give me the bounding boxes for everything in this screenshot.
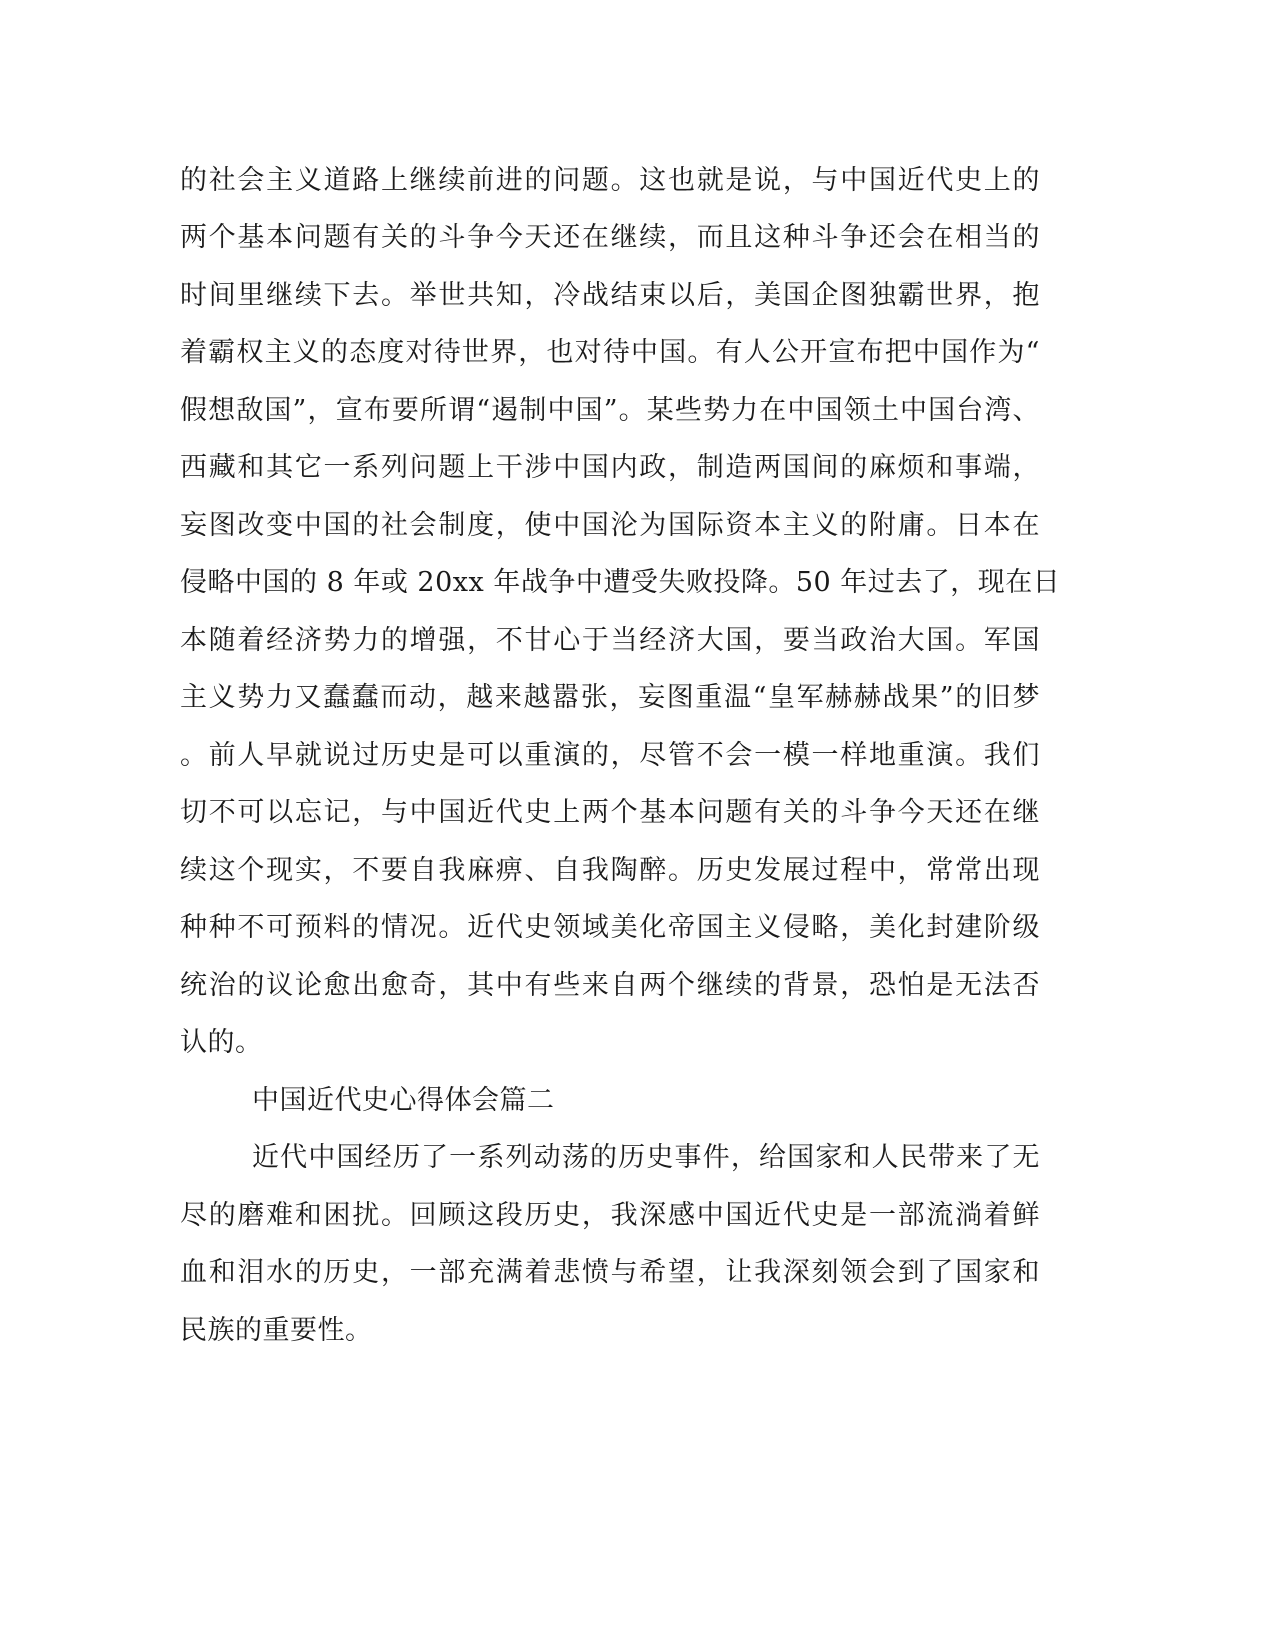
- paragraph-line: 统治的议论愈出愈奇，其中有些来自两个继续的背景，恐怕是无法否: [180, 970, 1040, 1001]
- paragraph-line: 时间里继续下去。举世共知，冷战结束以后，美国企图独霸世界，抱: [180, 280, 1040, 311]
- paragraph-line: 认的。: [180, 1027, 263, 1058]
- paragraph-line: 着霸权主义的态度对待世界，也对待中国。有人公开宣布把中国作为“: [180, 337, 1040, 368]
- paragraph-line: 本随着经济势力的增强，不甘心于当经济大国，要当政治大国。军国: [180, 625, 1040, 656]
- paragraph-line: 血和泪水的历史，一部充满着悲愤与希望，让我深刻领会到了国家和: [180, 1257, 1040, 1288]
- paragraph-line: 尽的磨难和困扰。回顾这段历史，我深感中国近代史是一部流淌着鲜: [180, 1200, 1040, 1231]
- paragraph-line: 近代中国经历了一系列动荡的历史事件，给国家和人民带来了无: [252, 1142, 1040, 1173]
- paragraph-line: 民族的重要性。: [180, 1315, 373, 1346]
- paragraph-line: 种种不可预料的情况。近代史领域美化帝国主义侵略，美化封建阶级: [180, 912, 1040, 943]
- paragraph-line: 假想敌国”，宣布要所谓“遏制中国”。某些势力在中国领土中国台湾、: [180, 395, 1040, 426]
- paragraph-line: 两个基本问题有关的斗争今天还在继续，而且这种斗争还会在相当的: [180, 222, 1040, 253]
- paragraph-line: 续这个现实，不要自我麻痹、自我陶醉。历史发展过程中，常常出现: [180, 855, 1040, 886]
- paragraph-line: 的社会主义道路上继续前进的问题。这也就是说，与中国近代史上的: [180, 165, 1040, 196]
- paragraph-line: 西藏和其它一系列问题上干涉中国内政，制造两国间的麻烦和事端，: [180, 452, 1040, 483]
- paragraph-line: 切不可以忘记，与中国近代史上两个基本问题有关的斗争今天还在继: [180, 797, 1040, 828]
- paragraph-line: 。前人早就说过历史是可以重演的，尽管不会一模一样地重演。我们: [180, 740, 1040, 771]
- section-heading: 中国近代史心得体会篇二: [252, 1085, 555, 1116]
- paragraph-line: 侵略中国的 8 年或 20xx 年战争中遭受失败投降。50 年过去了，现在日: [180, 567, 1061, 598]
- paragraph-line: 主义势力又蠢蠢而动，越来越嚣张，妄图重温“皇军赫赫战果”的旧梦: [180, 682, 1040, 713]
- paragraph-line: 妄图改变中国的社会制度，使中国沦为国际资本主义的附庸。日本在: [180, 510, 1040, 541]
